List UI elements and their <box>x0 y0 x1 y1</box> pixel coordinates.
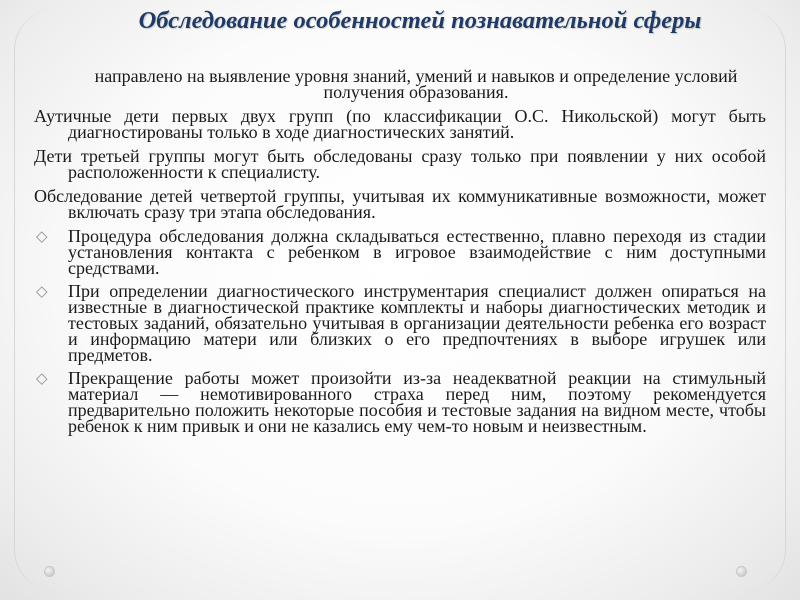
bullet-item <box>34 283 766 363</box>
outlined-diamond-icon: ◇ <box>36 282 48 300</box>
outlined-diamond-icon: ◇ <box>36 369 48 387</box>
bullet-text: Процедура обследования должна складываться естественно, плавно переходя из стадии установления контакта с ребенком в игровое взаимодействие с ним доступными средствами. <box>68 226 766 278</box>
paragraph: Аутичные дети первых двух групп (по классификации О.С. Никольской) могут быть диагностированы только в ходе диагностических занятий. <box>34 106 766 142</box>
bullet-item <box>34 370 766 434</box>
paragraph: Обследование детей четвертой группы, учитывая их коммуникативные возможности, может включать сразу три этапа обследования. <box>34 186 766 222</box>
bullet-text: Прекращение работы может произойти из-за неадекватной реакции на стимульный материал — немотивированного страха перед ним, поэтому рекомендуется предварительно положить некоторые пособия и тестовые задания на видном месте, чтобы ребенок к ним привык и они не казались ему чем-то новым и неизвестным. <box>68 368 766 436</box>
corner-dot-icon <box>736 566 747 577</box>
corner-dot-icon <box>44 566 55 577</box>
slide-title: Обследование особенностей познавательной сферы <box>138 7 702 34</box>
slide-body <box>34 108 766 441</box>
outlined-diamond-icon: ◇ <box>36 227 48 245</box>
bullet-item <box>34 228 766 276</box>
paragraph: Дети третьей группы могут быть обследованы сразу только при появлении у них особой расположенности к специалисту. <box>34 146 766 182</box>
bullet-text: При определении диагностического инструментария специалист должен опираться на известные в диагностической практике комплекты и наборы диагностических методик и тестовых заданий, обязательно учитывая в организации деятельности ребенка его возраст и информацию матери или близких о его предпочтениях в выборе игрушек или предметов. <box>68 281 766 365</box>
slide-subtitle: направлено на выявление уровня знаний, умений и навыков и определение условий получения образования. <box>94 66 738 102</box>
